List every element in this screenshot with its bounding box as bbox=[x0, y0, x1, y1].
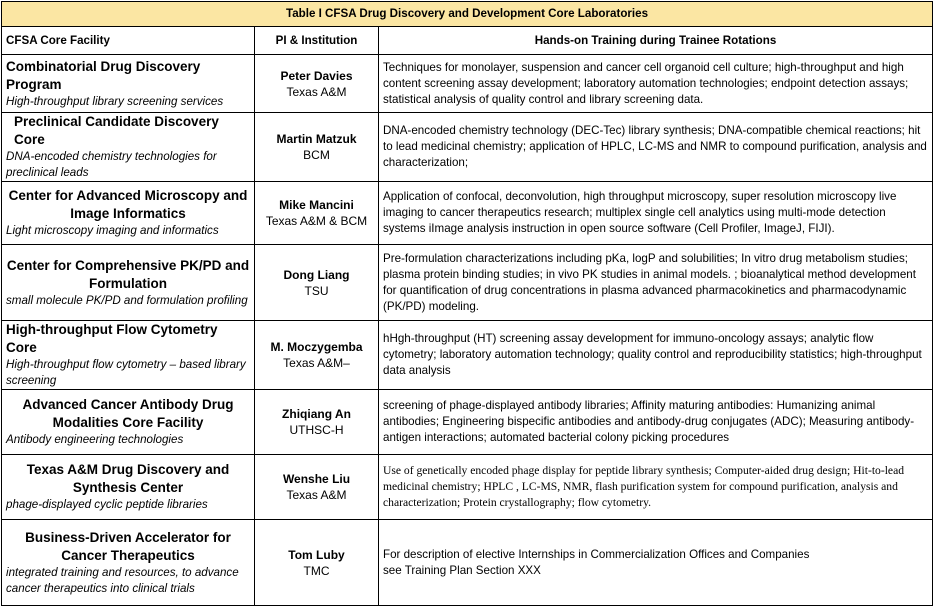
facility-subtitle: High-throughput flow cytometry – based library screening bbox=[6, 358, 246, 387]
pi-cell bbox=[255, 520, 379, 606]
facility-name: Preclinical Candidate Discovery Core bbox=[14, 114, 219, 147]
training-description: Use of genetically encoded phage display for peptide library synthesis; Computer-aided drug design; Hit-to-lead medicinal chemistry; HPLC , LC-MS, NMR, flash purification system for compound purification, analysis and characterization; Protein crystallography; flow cytometry. bbox=[383, 464, 905, 509]
training-line-2: see Training Plan Section XXX bbox=[383, 563, 541, 577]
pi-institution: TMC bbox=[303, 563, 330, 578]
pi-institution: Texas A&M bbox=[286, 84, 347, 99]
facility-cell bbox=[2, 520, 255, 606]
pi-name: Peter Davies bbox=[280, 68, 353, 83]
table-row bbox=[2, 113, 933, 182]
pi-name: M. Moczygemba bbox=[270, 340, 363, 354]
pi-cell bbox=[255, 321, 379, 390]
table-row bbox=[2, 455, 933, 520]
core-laboratories-table bbox=[1, 1, 933, 606]
table-title: Table I CFSA Drug Discovery and Development Core Laboratories bbox=[2, 2, 933, 27]
facility-subtitle: small molecule PK/PD and formulation profiling bbox=[6, 293, 248, 307]
training-cell bbox=[379, 182, 933, 245]
facility-cell bbox=[2, 113, 255, 182]
facility-name: Business-Driven Accelerator for Cancer Therapeutics bbox=[25, 529, 231, 563]
pi-name: Dong Liang bbox=[283, 267, 350, 282]
pi-name: Zhiqiang An bbox=[282, 407, 351, 421]
facility-name: Center for Comprehensive PK/PD and Formulation bbox=[6, 257, 250, 291]
pi-cell bbox=[255, 113, 379, 182]
header-pi: PI & Institution bbox=[255, 27, 379, 55]
training-cell bbox=[379, 321, 933, 390]
pi-name: Tom Luby bbox=[288, 547, 345, 562]
pi-cell bbox=[255, 55, 379, 113]
pi-institution: BCM bbox=[303, 148, 330, 162]
training-cell bbox=[379, 113, 933, 182]
table-row bbox=[2, 520, 933, 606]
pi-name: Wenshe Liu bbox=[282, 472, 351, 486]
facility-name: Texas A&M Drug Discovery and Synthesis Center bbox=[26, 462, 230, 495]
training-description: Application of confocal, deconvolution, high throughput microscopy, super resolution microscopy live imaging to cancer therapeutics research; multiplex single cell analytics using multi-mode detection systems iImage analysis instruction in open source software (Cell Profiler, ImageJ, FIJI). bbox=[383, 190, 897, 235]
pi-cell bbox=[255, 455, 379, 520]
facility-subtitle: Antibody engineering technologies bbox=[6, 433, 184, 446]
facility-subtitle: Light microscopy imaging and informatics bbox=[6, 224, 219, 237]
table-title-row bbox=[2, 2, 933, 27]
header-facility: CFSA Core Facility bbox=[2, 27, 255, 55]
table-row bbox=[2, 321, 933, 390]
training-description: Techniques for monolayer, suspension and cancer cell organoid cell culture; high-throughput and high content screening assay development; laboratory automation technologies; endpoint detection assays; statistical analysis of quality control and library screening data. bbox=[383, 60, 909, 106]
pi-name: Mike Mancini bbox=[279, 198, 354, 212]
training-line-1: For description of elective Internships in Commercialization Offices and Companies bbox=[383, 547, 810, 561]
facility-subtitle: DNA-encoded chemistry technologies for preclinical leads bbox=[6, 150, 217, 179]
facility-cell bbox=[2, 182, 255, 245]
training-cell bbox=[379, 520, 933, 606]
pi-institution: Texas A&M bbox=[286, 488, 347, 502]
pi-cell bbox=[255, 182, 379, 245]
facility-cell bbox=[2, 245, 255, 321]
facility-cell bbox=[2, 321, 255, 390]
facility-cell bbox=[2, 455, 255, 520]
facility-cell bbox=[2, 55, 255, 113]
pi-name: Martin Matzuk bbox=[276, 132, 357, 146]
training-description: hHgh-throughput (HT) screening assay development for immuno-oncology assays; analytic flow cytometry; laboratory automation technology; quality control and reproducibility statistics; high-throughput data analysis bbox=[383, 332, 922, 377]
training-description: screening of phage-displayed antibody libraries; Affinity maturing antibodies: Humanizing animal antibodies; Engineering bispecific antibodies and antibody-drug conjugates (ADC); Measuring antibody-antigen interactions; automated bacterial colony picking procedures bbox=[383, 399, 915, 444]
table-row bbox=[2, 390, 933, 455]
training-cell bbox=[379, 390, 933, 455]
table-row bbox=[2, 245, 933, 321]
facility-subtitle: High-throughput library screening services bbox=[6, 94, 224, 108]
table-row bbox=[2, 182, 933, 245]
training-description: DNA-encoded chemistry technology (DEC-Tec) library synthesis; DNA-compatible chemical reactions; hit to lead medicinal chemistry; application of HPLC, LC-MS and NMR to compound purification, analysis and characterization; bbox=[383, 124, 927, 169]
table-row bbox=[2, 55, 933, 113]
pi-cell bbox=[255, 245, 379, 321]
pi-cell bbox=[255, 390, 379, 455]
pi-institution: Texas A&M & BCM bbox=[265, 214, 368, 228]
pi-institution: UTHSC-H bbox=[289, 423, 344, 437]
facility-name: Center for Advanced Microscopy and Image Informatics bbox=[8, 188, 248, 221]
header-training: Hands-on Training during Trainee Rotations bbox=[379, 27, 933, 55]
training-cell bbox=[379, 455, 933, 520]
facility-subtitle: phage-displayed cyclic peptide libraries bbox=[6, 498, 208, 511]
facility-cell bbox=[2, 390, 255, 455]
facility-subtitle: integrated training and resources, to advance cancer therapeutics into clinical trials bbox=[6, 565, 239, 595]
facility-name: Advanced Cancer Antibody Drug Modalities Core Facility bbox=[22, 397, 234, 430]
facility-name: Combinatorial Drug Discovery Program bbox=[6, 58, 201, 92]
training-cell bbox=[379, 245, 933, 321]
facility-name: High-throughput Flow Cytometry Core bbox=[6, 322, 218, 355]
training-description: Pre-formulation characterizations including pKa, logP and solubilities; In vitro drug metabolism studies; plasma protein binding studies; in vivo PK studies in animal models. ; bioanalytical method development for quantification of drug concentrations in plasma advanced pharmacokinetics and pharmacodynamic (PK/PD) modeling. bbox=[383, 251, 916, 313]
table-header-row bbox=[2, 27, 933, 55]
training-cell bbox=[379, 55, 933, 113]
pi-institution: Texas A&M– bbox=[283, 356, 350, 370]
pi-institution: TSU bbox=[304, 283, 329, 298]
